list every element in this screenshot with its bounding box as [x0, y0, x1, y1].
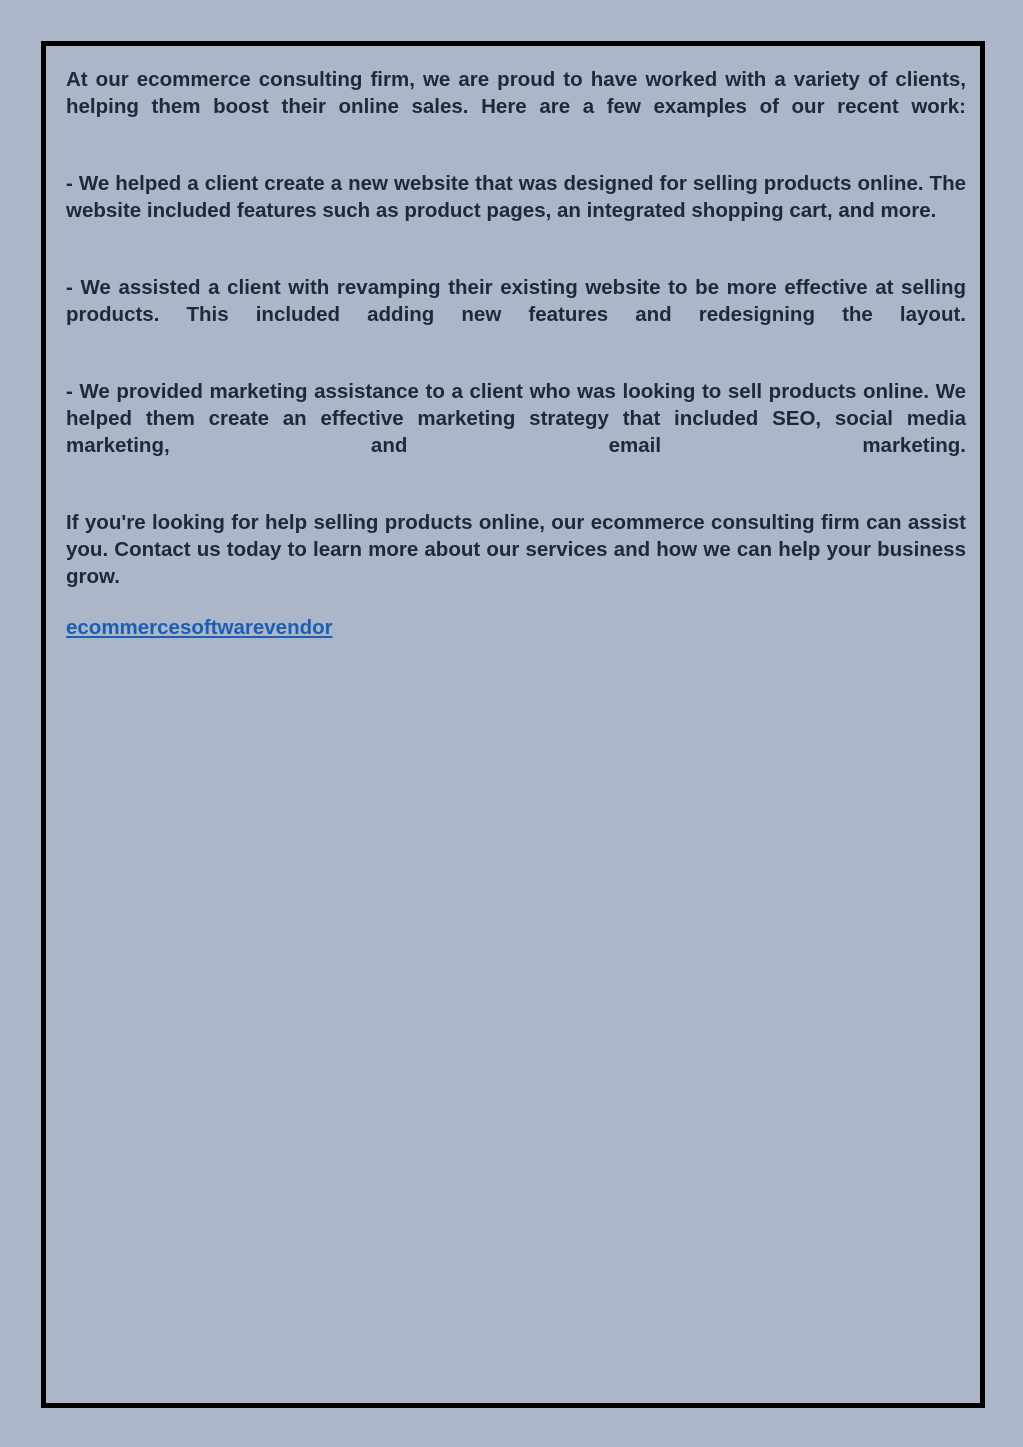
closing-paragraph: If you're looking for help selling products online, our ecommerce consulting firm can assist you. Contact us today to learn more about our services and how we can help your business grow. — [66, 511, 966, 588]
spacer — [66, 120, 966, 170]
vendor-link[interactable]: ecommercesoftwarevendor — [66, 616, 333, 639]
intro-paragraph: At our ecommerce consulting firm, we are proud to have worked with a variety of clients, helping them boost their online sales. Here are a few examples of our recent work: — [66, 68, 966, 118]
example-paragraph-revamp: - We assisted a client with revamping their existing website to be more effective at selling products. This included adding new features and redesigning the layout. — [66, 276, 966, 326]
page-frame — [41, 41, 985, 1408]
example-paragraph-website: - We helped a client create a new website that was designed for selling products online. The website included features such as product pages, an integrated shopping cart, and more. — [66, 172, 966, 222]
spacer — [66, 459, 966, 509]
spacer — [66, 590, 966, 614]
document-body — [66, 66, 966, 641]
example-paragraph-marketing: - We provided marketing assistance to a client who was looking to sell products online. We helped them create an effective marketing strategy that included SEO, social media marketing, and email marketing. — [66, 380, 966, 457]
spacer — [66, 224, 966, 274]
spacer — [66, 328, 966, 378]
